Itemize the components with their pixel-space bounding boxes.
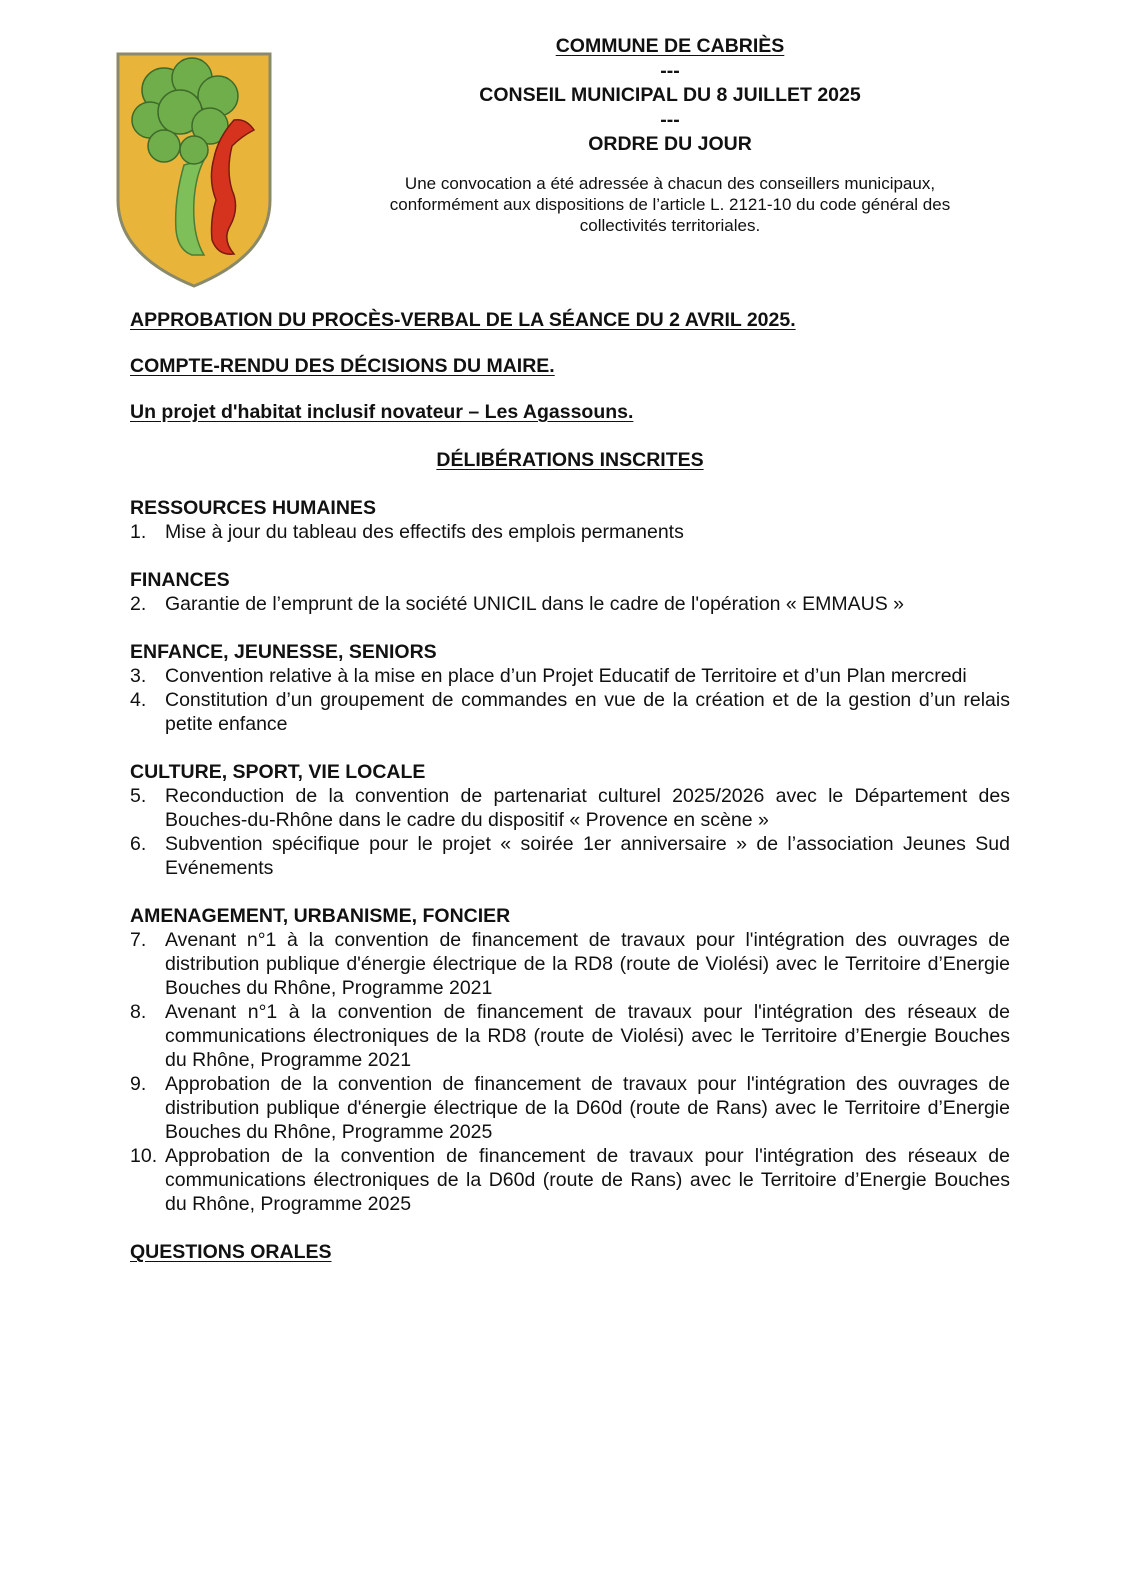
agenda-item <box>130 592 1010 616</box>
section-culture-sport-vie-locale <box>130 760 1010 880</box>
preliminary-item: Un projet d'habitat inclusif novateur – Les Agassouns. <box>130 401 634 423</box>
item-number: 5. <box>130 785 147 807</box>
item-number: 9. <box>130 1073 147 1095</box>
item-number: 2. <box>130 593 147 615</box>
item-number: 8. <box>130 1001 147 1023</box>
item-text: Reconduction de la convention de partenariat culturel 2025/2026 avec le Département des Bouches-du-Rhône dans le cadre du dispositif « Provence en scène » <box>165 785 1010 831</box>
document-header <box>330 34 1010 236</box>
agenda-item <box>130 1000 1010 1072</box>
item-number: 4. <box>130 689 147 711</box>
section-enfance-jeunesse-seniors <box>130 640 1010 736</box>
council-title: CONSEIL MUNICIPAL DU 8 JUILLET 2025 <box>479 84 861 106</box>
convocation-note <box>330 173 1010 236</box>
item-text: Subvention spécifique pour le projet « soirée 1er anniversaire » de l’association Jeunes Sud Evénements <box>165 833 1010 879</box>
preliminary-item: COMPTE-RENDU DES DÉCISIONS DU MAIRE. <box>130 355 555 377</box>
section-title: ENFANCE, JEUNESSE, SENIORS <box>130 641 437 663</box>
section-title: RESSOURCES HUMAINES <box>130 497 376 519</box>
convocation-line: conformément aux dispositions de l’article L. 2121-10 du code général des <box>389 194 951 214</box>
agenda-item <box>130 784 1010 832</box>
item-number: 1. <box>130 521 147 543</box>
item-text: Garantie de l’emprunt de la société UNICIL dans le cadre de l'opération « EMMAUS » <box>165 593 904 615</box>
preliminary-item: APPROBATION DU PROCÈS-VERBAL DE LA SÉANCE DU 2 AVRIL 2025. <box>130 309 796 331</box>
item-number: 3. <box>130 665 147 687</box>
item-text: Approbation de la convention de financement de travaux pour l'intégration des ouvrages de distribution publique d'énergie électrique de la D60d (route de Rans) avec le Territoire d’Energie Bouches du Rhône, Programme 2025 <box>165 1073 1010 1143</box>
section-title: CULTURE, SPORT, VIE LOCALE <box>130 761 426 783</box>
commune-title: COMMUNE DE CABRIÈS <box>555 35 785 57</box>
item-number: 10. <box>130 1145 158 1167</box>
agenda-item <box>130 1144 1010 1216</box>
deliberations-title: DÉLIBÉRATIONS INSCRITES <box>436 449 704 471</box>
agenda-item <box>130 688 1010 736</box>
agenda-item <box>130 832 1010 880</box>
header-separator: --- <box>660 108 680 131</box>
agenda-item <box>130 664 1010 688</box>
convocation-line: collectivités territoriales. <box>579 215 761 235</box>
questions-orales-title: QUESTIONS ORALES <box>130 1241 332 1263</box>
item-text: Constitution d’un groupement de commandes en vue de la création et de la gestion d’un relais petite enfance <box>165 689 1010 735</box>
agenda-content <box>130 308 1010 1264</box>
item-number: 7. <box>130 929 147 951</box>
section-title: FINANCES <box>130 569 230 591</box>
convocation-line: Une convocation a été adressée à chacun des conseillers municipaux, <box>404 173 936 193</box>
item-text: Avenant n°1 à la convention de financement de travaux pour l'intégration des réseaux de communications électroniques de la RD8 (route de Violési) avec le Territoire d’Energie Bouches du Rhône, Programme 2021 <box>165 1001 1010 1071</box>
header-separator: --- <box>660 59 680 82</box>
section-finances <box>130 568 1010 616</box>
section-amenagement-urbanisme-foncier <box>130 904 1010 1216</box>
coat-of-arms-crest <box>114 50 274 290</box>
section-ressources-humaines <box>130 496 1010 544</box>
agenda-item <box>130 1072 1010 1144</box>
item-text: Convention relative à la mise en place d’un Projet Educatif de Territoire et d’un Plan mercredi <box>165 665 967 687</box>
item-number: 6. <box>130 833 147 855</box>
item-text: Approbation de la convention de financement de travaux pour l'intégration des réseaux de communications électroniques de la D60d (route de Rans) avec le Territoire d’Energie Bouches du Rhône, Programme 2025 <box>165 1145 1010 1215</box>
item-text: Avenant n°1 à la convention de financement de travaux pour l'intégration des ouvrages de distribution publique d'énergie électrique de la RD8 (route de Violési) avec le Territoire d’Energie Bouches du Rhône, Programme 2021 <box>165 929 1010 999</box>
section-title: AMENAGEMENT, URBANISME, FONCIER <box>130 905 511 927</box>
agenda-title: ORDRE DU JOUR <box>588 133 752 155</box>
agenda-item <box>130 928 1010 1000</box>
agenda-item <box>130 520 1010 544</box>
item-text: Mise à jour du tableau des effectifs des emplois permanents <box>165 521 684 543</box>
